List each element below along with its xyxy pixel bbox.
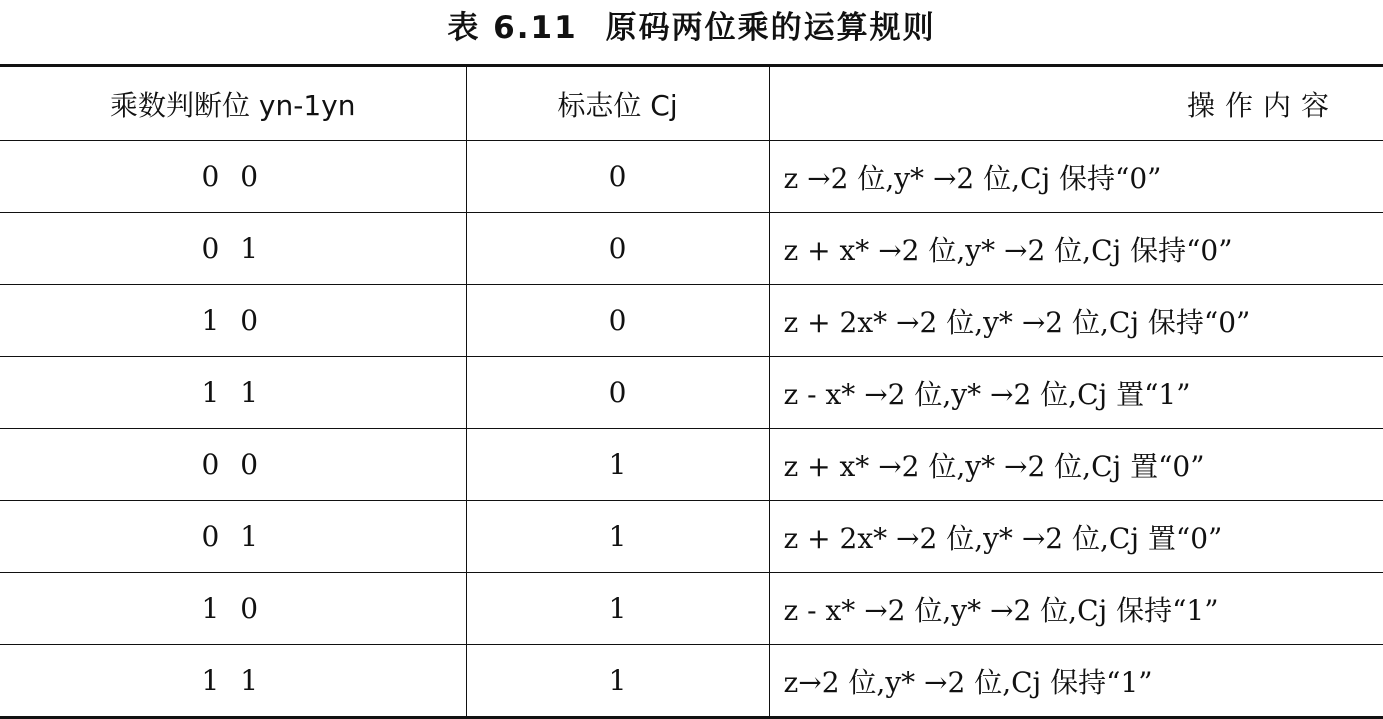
cell-flag: 1 — [466, 573, 769, 645]
cell-bits: 1 1 — [201, 664, 265, 697]
cell-bits: 1 1 — [0, 357, 466, 429]
table-header-row — [0, 66, 1383, 141]
table-row — [0, 285, 1383, 357]
cell-bits: 0 1 — [0, 213, 466, 285]
table-caption — [0, 8, 1383, 48]
cell-operation: z →2 位,y* →2 位,Cj 保持“0” — [769, 141, 1383, 213]
cell-flag: 1 — [466, 429, 769, 501]
cell-flag: 1 — [466, 501, 769, 573]
cell-bits: 1 0 — [0, 285, 466, 357]
cell-bits: 1 0 — [0, 573, 466, 645]
cell-flag: 0 — [466, 285, 769, 357]
cell-operation: z - x* →2 位,y* →2 位,Cj 保持“1” — [769, 573, 1383, 645]
rules-table — [0, 64, 1383, 719]
table-row — [0, 213, 1383, 285]
cell-flag: 0 — [466, 357, 769, 429]
cell-bits: 0 0 — [0, 141, 466, 213]
table-row — [0, 573, 1383, 645]
cell-flag: 1 — [466, 645, 769, 718]
cell-operation: z - x* →2 位,y* →2 位,Cj 置“1” — [769, 357, 1383, 429]
table-row — [0, 141, 1383, 213]
cell-bits: 0 0 — [0, 429, 466, 501]
cell-operation: z + 2x* →2 位,y* →2 位,Cj 置“0” — [769, 501, 1383, 573]
table-row — [0, 357, 1383, 429]
cell-operation: z + 2x* →2 位,y* →2 位,Cj 保持“0” — [769, 285, 1383, 357]
cell-flag: 0 — [466, 213, 769, 285]
cell-operation: z→2 位,y* →2 位,Cj 保持“1” — [769, 645, 1383, 718]
table-number: 表 6.11 — [447, 10, 578, 46]
cell-bits: 0 1 — [0, 501, 466, 573]
table-row — [0, 429, 1383, 501]
cell-operation: z + x* →2 位,y* →2 位,Cj 置“0” — [769, 429, 1383, 501]
table-row — [0, 645, 1383, 718]
cell-flag: 0 — [466, 141, 769, 213]
header-operation: 操作内容 — [769, 66, 1383, 141]
header-multiplier-bits: 乘数判断位 yn-1yn — [0, 66, 466, 141]
cell-operation: z + x* →2 位,y* →2 位,Cj 保持“0” — [769, 213, 1383, 285]
table-row — [0, 501, 1383, 573]
header-flag-bit: 标志位 Cj — [466, 66, 769, 141]
table-title: 原码两位乘的运算规则 — [605, 10, 936, 46]
